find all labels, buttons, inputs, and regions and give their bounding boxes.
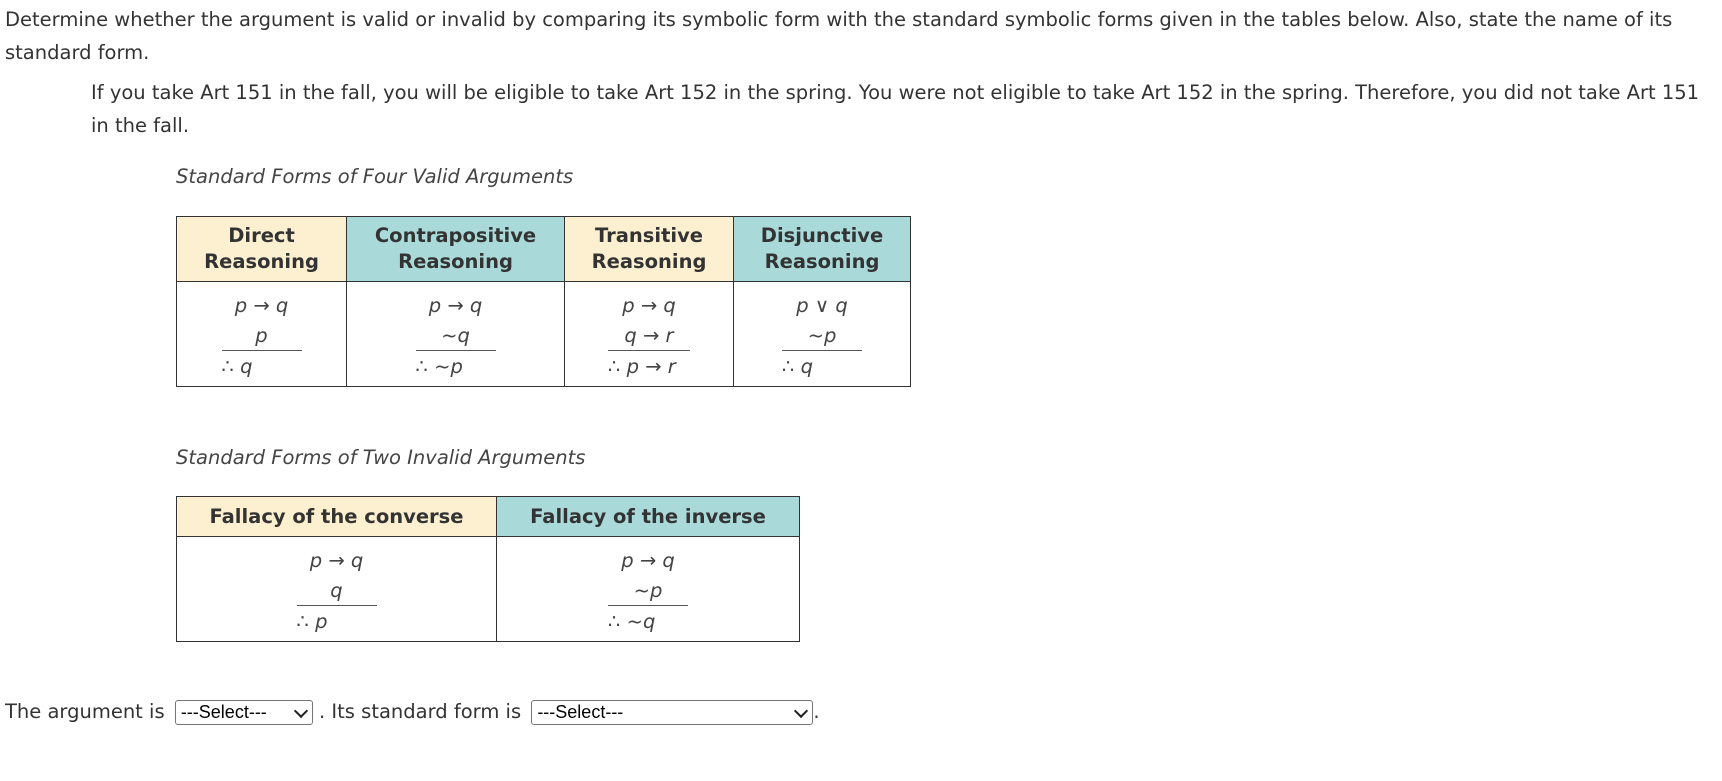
invalid-table-caption: Standard Forms of Two Invalid Arguments	[176, 446, 586, 469]
fallacy-of-converse-form	[177, 537, 497, 642]
header-fallacy-of-inverse: Fallacy of the inverse	[497, 497, 800, 537]
standard-form-select-value: ---Select---	[537, 702, 624, 722]
premise-2: p	[222, 321, 302, 351]
header-transitive-reasoning: Transitive Reasoning	[565, 217, 734, 282]
header-contrapositive-reasoning: Contrapositive Reasoning	[347, 217, 565, 282]
conclusion: ∴ p → r	[608, 355, 676, 378]
valid-table-caption: Standard Forms of Four Valid Arguments	[176, 165, 574, 188]
disjunctive-reasoning-form	[734, 282, 911, 387]
premise-1: p → q	[622, 294, 676, 317]
header-disjunctive-reasoning: Disjunctive Reasoning	[734, 217, 911, 282]
premise-2: ~q	[416, 321, 496, 351]
standard-form-select[interactable]	[531, 700, 813, 725]
instructions-text: Determine whether the argument is valid or invalid by comparing its symbolic form with the standard symbolic forms given in the tables below. Also, state the name of its standard form.	[5, 8, 1673, 64]
premise-1: p → q	[309, 549, 364, 572]
premise-2: q	[297, 576, 377, 606]
conclusion: ∴ ~p	[415, 355, 463, 378]
conclusion: ∴ ~q	[608, 610, 656, 633]
premise-2: q → r	[608, 321, 690, 351]
transitive-reasoning-form	[565, 282, 734, 387]
conclusion: ∴ q	[782, 355, 813, 378]
premise-2: ~p	[608, 576, 688, 606]
header-direct-reasoning: Direct Reasoning	[177, 217, 347, 282]
invalid-arguments-table	[176, 496, 800, 642]
answer-middle: . Its standard form is	[319, 700, 522, 723]
fallacy-of-inverse-form	[497, 537, 800, 642]
problem-statement: If you take Art 151 in the fall, you will be eligible to take Art 152 in the spring. You were not eligible to take Art 152 in the spring. Therefore, you did not take Art 151 in the fall.	[91, 81, 1700, 137]
answer-suffix: .	[813, 700, 820, 723]
direct-reasoning-form	[177, 282, 347, 387]
premise-1: p ∨ q	[796, 294, 848, 317]
valid-arguments-table	[176, 216, 911, 387]
validity-select[interactable]	[175, 700, 313, 725]
answer-row	[5, 697, 820, 727]
validity-select-value: ---Select---	[180, 702, 267, 722]
header-fallacy-of-converse: Fallacy of the converse	[177, 497, 497, 537]
premise-1: p → q	[621, 549, 675, 572]
contrapositive-reasoning-form	[347, 282, 565, 387]
chevron-down-icon	[794, 704, 808, 718]
conclusion: ∴ p	[296, 610, 328, 633]
chevron-down-icon	[294, 704, 308, 718]
conclusion: ∴ q	[221, 355, 253, 378]
premise-2: ~p	[782, 321, 862, 351]
premise-1: p → q	[234, 294, 289, 317]
premise-1: p → q	[428, 294, 483, 317]
answer-prefix: The argument is	[5, 700, 165, 723]
